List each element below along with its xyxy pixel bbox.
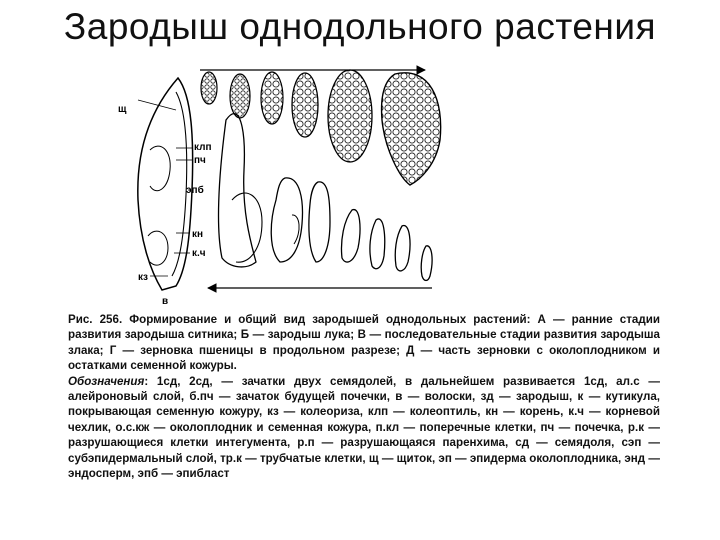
label-pch: пч	[194, 155, 206, 166]
caption-main	[68, 312, 660, 374]
label-v: в	[162, 296, 169, 307]
caption-main-text: Формирование и общий вид зародышей однодольных растений: А — ранние стадии развития зародыша ситника; Б — зародыш лука; В — последовательные стадии развития зародыша злака; Г — зерновка пшеницы в продольном разрезе; Д — часть зерновки с околоплодником и остатками семенной кожуры.	[68, 313, 660, 373]
embryo-stages-top	[200, 70, 441, 185]
label-shch: щ	[118, 104, 127, 115]
label-kn: кн	[192, 229, 204, 240]
label-epb: эпб	[186, 185, 204, 196]
slide-title: Зародыш однодольного растения	[63, 6, 657, 47]
label-kch: к.ч	[192, 248, 206, 259]
label-klp: клп	[194, 142, 212, 153]
label-kz: кз	[138, 272, 148, 283]
caption-legend-text: : 1сд, 2сд, — зачатки двух семядолей, в дальнейшем развивается 1сд, ал.с — алейроновый слой, б.пч — зачаток будущей почечки, в — волоски, зд — зародыш, к — кутикула, покрывающая семенную кожуру, кз — колеориза, клп — колеоптиль, кн — корень, к.ч — корневой чехлик, о.с.кж — околоплодник и семенная кожура, п.кл — поперечные клетки, пч — почечка, р.к — разрушающиеся клетки интегумента, р.п — разрушающаяся паренхима, сд — семядоля, сэп — субэпидермальный слой, тр.к — трубчатые клетки, щ — щиток, эп — эпидерма околоплодника, энд — эндосперм, эпб — эпибласт	[68, 374, 660, 481]
grain-section	[138, 78, 193, 290]
figure-caption	[68, 312, 660, 481]
caption-lead: Рис. 256.	[68, 313, 123, 326]
caption-legend-head: Обозначения	[68, 374, 145, 388]
caption-legend	[68, 374, 660, 482]
